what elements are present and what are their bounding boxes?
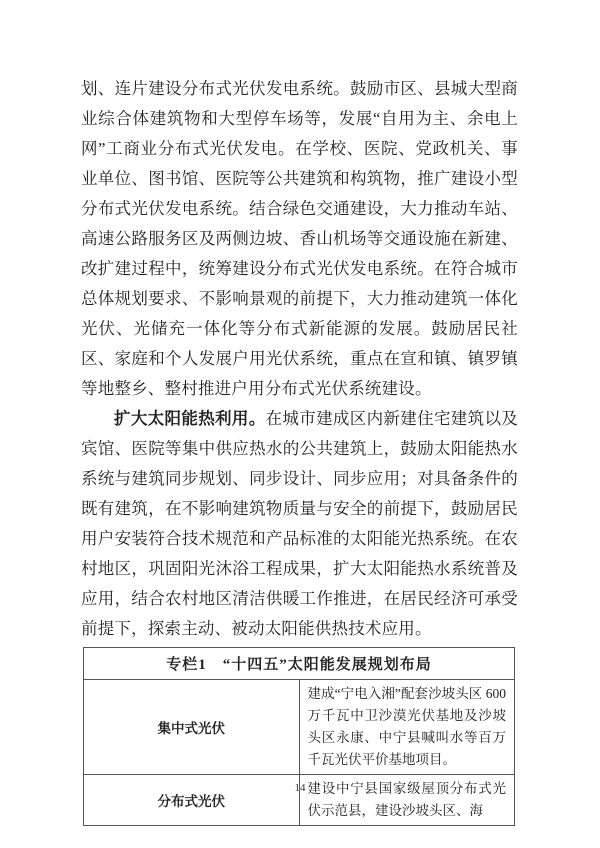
- row-content-centralized-pv: 建成“宁电入湘”配套沙坡头区 600 万千瓦中卫沙漠光伏基地及沙坡头区永康、中宁县喊叫水等百万千瓦光伏平价基地项目。: [299, 680, 515, 775]
- page-number: 14: [294, 782, 306, 794]
- paragraph-2-text: 在城市建成区内新建住宅建筑以及宾馆、医院等集中供应热水的公共建筑上，鼓励太阳能热水系统与建筑同步规划、同步设计、同步应用；对具备条件的既有建筑，在不影响建筑物质量与安全的前提下，鼓励居民用户安装符合技术规范和产品标准的太阳能光热系统。在农村地区，巩固阳光沐浴工程成果，扩大太阳能热水系统普及应用，结合农村地区清洁供暖工作推进，在居民经济可承受前提下，探索主动、被动太阳能供热技术应用。: [81, 409, 519, 638]
- table-row-centralized-pv: [84, 680, 515, 775]
- paragraph-2: [81, 404, 518, 644]
- row-content-distributed-pv: 建设中宁县国家级屋顶分布式光伏示范县，建设沙坡头区、海: [299, 775, 515, 826]
- row-label-centralized-pv: 集中式光伏: [84, 680, 300, 775]
- paragraph-1: [81, 74, 518, 404]
- feature-box-title: 专栏1 “十四五”太阳能发展规划布局: [84, 648, 515, 680]
- row-label-distributed-pv: 分布式光伏: [84, 775, 300, 826]
- feature-box-title-row: [84, 648, 515, 680]
- feature-box-table: [83, 647, 515, 826]
- page-content: [81, 74, 518, 826]
- paragraph-2-lead: 扩大太阳能热利用。: [114, 409, 266, 428]
- paragraph-1-text: 划、连片建设分布式光伏发电系统。鼓励市区、县城大型商业综合体建筑物和大型停车场等，发展“自用为主、余电上网”工商业分布式光伏发电。在学校、医院、党政机关、事业单位、图书馆、医院等公共建筑和构筑物，推广建设小型分布式光伏发电系统。结合绿色交通建设，大力推动车站、高速公路服务区及两侧边坡、香山机场等交通设施在新建、改扩建过程中，统筹建设分布式光伏发电系统。在符合城市总体规划要求、不影响景观的前提下，大力推动建筑一体化光伏、光储充一体化等分布式新能源的发展。鼓励居民社区、家庭和个人发展户用光伏系统，重点在宣和镇、镇罗镇等地整乡、整村推进户用分布式光伏系统建设。: [81, 79, 518, 398]
